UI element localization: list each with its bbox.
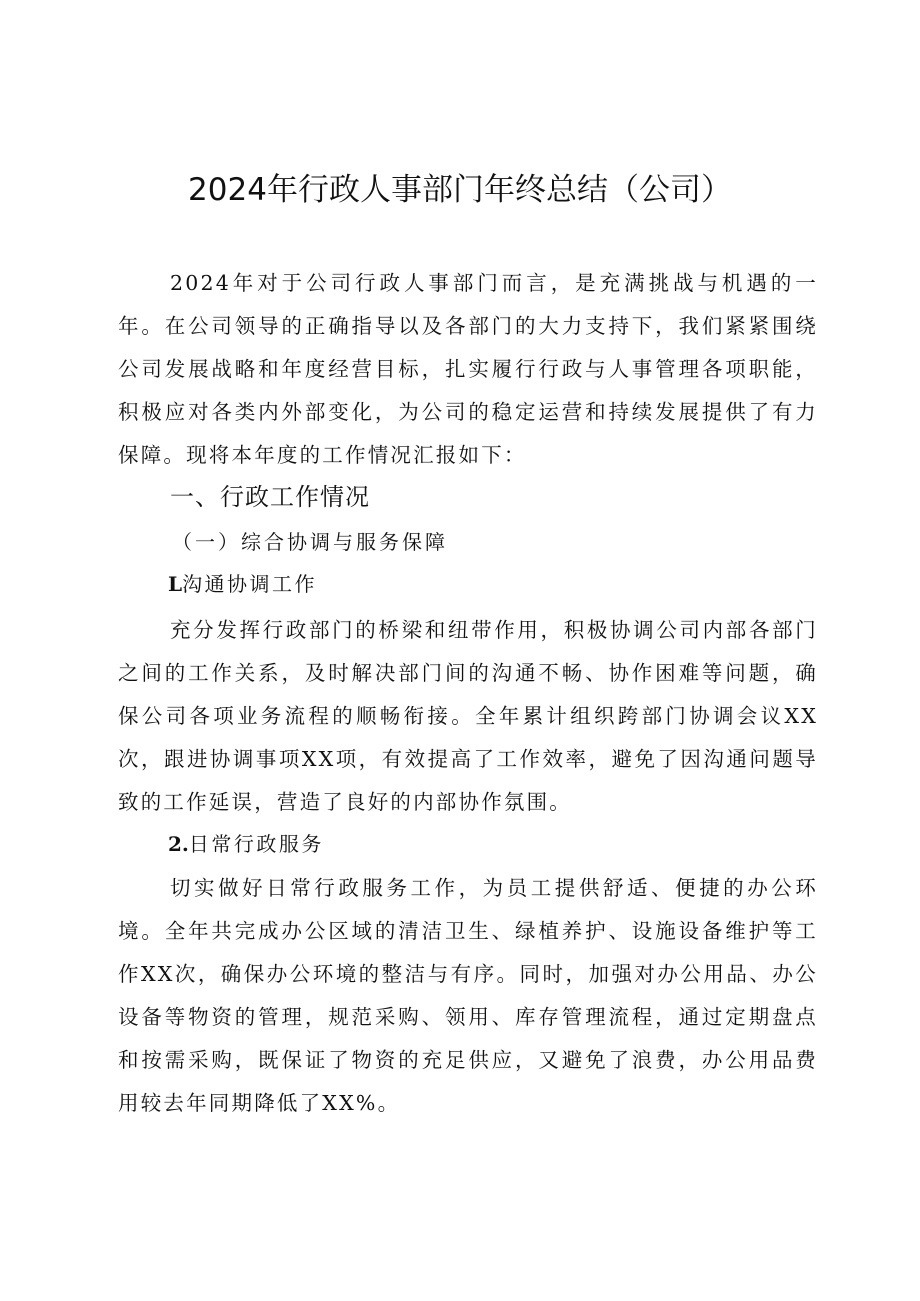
daily-service-paragraph: 切实做好日常行政服务工作，为员工提供舒适、便捷的办公环境。全年共完成办公区域的清洁卫生、绿植养护、设施设备维护等工作XX次，确保办公环境的整洁与有序。同时，加强对办公用品、办公设备等物资的管理，规范采购、领用、库存管理流程，通过定期盘点和按需采购，既保证了物资的充足供应，又避免了浪费，办公用品费用较去年同期降低了XX%。: [118, 876, 818, 1115]
item-number: L: [168, 572, 183, 596]
item-heading-text: 日常行政服务: [188, 832, 324, 856]
item-heading-communication: [168, 566, 317, 602]
subsection-heading-coordination: （一）综合协调与服务保障: [172, 530, 448, 554]
item-heading-text: 沟通协调工作: [182, 572, 318, 596]
item-number: 2.: [168, 832, 189, 856]
document-title: 2024年行政人事部门年终总结（公司）: [188, 172, 732, 208]
item-heading-daily-service: [168, 826, 324, 862]
communication-paragraph: 充分发挥行政部门的桥梁和纽带作用，积极协调公司内部各部门之间的工作关系，及时解决部门间的沟通不畅、协作困难等问题，确保公司各项业务流程的顺畅衔接。全年累计组织跨部门协调会议XX次，跟进协调事项XX项，有效提高了工作效率，避免了因沟通问题导致的工作延误，营造了良好的内部协作氛围。: [118, 618, 818, 814]
intro-paragraph: 2024年对于公司行政人事部门而言，是充满挑战与机遇的一年。在公司领导的正确指导以及各部门的大力支持下，我们紧紧围绕公司发展战略和年度经营目标，扎实履行行政与人事管理各项职能，积极应对各类内外部变化，为公司的稳定运营和持续发展提供了有力保障。现将本年度的工作情况汇报如下：: [118, 271, 818, 467]
section-heading-administration: 一、行政工作情况: [170, 483, 370, 511]
